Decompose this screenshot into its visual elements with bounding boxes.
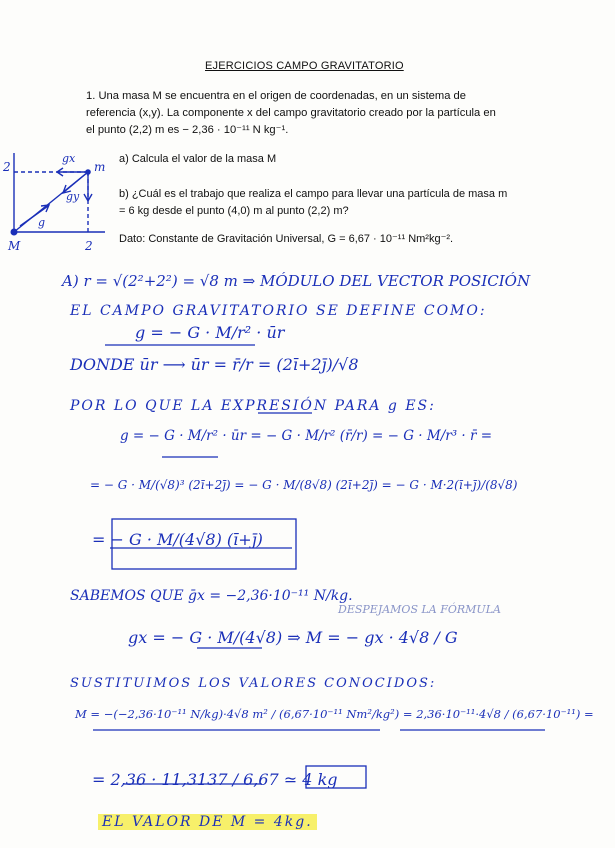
- hw-line-9: SABEMOS QUE ḡx = −2,36·10⁻¹¹ N/kg.: [70, 588, 353, 604]
- g-vector: [64, 172, 88, 192]
- label-x2: 2: [85, 239, 93, 253]
- hw-line-1: A) r = √(2²+2²) = √8 m ⇒ MÓDULO DEL VECTOR POSICIÓN: [62, 272, 531, 290]
- label-g: g: [38, 216, 46, 229]
- label-M: M: [8, 239, 21, 253]
- hw-line-7: = − G · M/(√8)³ (2ī+2j̄) = − G · M/(8√8) (2ī+2j̄) = − G · M·2(ī+j̄)/(8√8): [90, 478, 518, 492]
- label-y2: 2: [3, 160, 11, 174]
- problem-statement: 1. Una masa M se encuentra en el origen de coordenadas, en un sistema de referencia (x,y). La componente x del campo gravitatorio creado por la partícula en el punto (2,2) m es − 2,36 · 10⁻¹¹ N kg⁻¹.: [86, 90, 496, 136]
- coordinate-diagram: [14, 153, 105, 232]
- hw-line-13: = 2,36 · 11,3137 / 6,67 ≃ 4 kg: [92, 770, 338, 789]
- hw-line-8: = − G · M/(4√8) (ī+j̄): [92, 530, 263, 549]
- final-answer: EL VALOR DE M = 4kg.: [98, 814, 317, 830]
- mass-M-dot: [11, 229, 18, 236]
- label-gx: gx: [62, 152, 76, 165]
- data-constant: Dato: Constante de Gravitación Universal, G = 6,67 · 10⁻¹¹ Nm²kg⁻².: [119, 233, 454, 245]
- mass-m-dot: [85, 169, 91, 175]
- hw-line-10: gx = − G · M/(4√8) ⇒ M = − gx · 4√8 / G: [128, 628, 458, 647]
- label-m: m: [94, 160, 106, 174]
- hw-note-despejamos: DESPEJAMOS LA FÓRMULA: [338, 603, 501, 616]
- page-title: EJERCICIOS CAMPO GRAVITATORIO: [205, 60, 404, 72]
- hw-line-5: POR LO QUE LA EXPRESIÓN PARA g ES:: [70, 398, 436, 414]
- hw-line-12: M = −(−2,36·10⁻¹¹ N/kg)·4√8 m² / (6,67·10⁻¹¹ Nm²/kg²) = 2,36·10⁻¹¹·4√8 / (6,67·10⁻¹¹) =: [75, 707, 594, 721]
- question-b: b) ¿Cuál es el trabajo que realiza el campo para llevar una partícula de masa m = 6 kg desde el punto (4,0) m al punto (2,2) m?: [119, 188, 508, 217]
- hw-line-11: SUSTITUIMOS LOS VALORES CONOCIDOS:: [70, 676, 437, 691]
- hw-line-4: DONDE ūr ⟶ ūr = r̄/r = (2ī+2j̄)/√8: [70, 355, 359, 374]
- hw-line-3: g = − G · M/r² · ūr: [135, 323, 285, 342]
- hw-line-6: g = − G · M/r² · ūr = − G · M/r² (r̄/r) = − G · M/r³ · r̄ =: [120, 428, 493, 444]
- question-a: a) Calcula el valor de la masa M: [119, 153, 277, 165]
- label-gy: gy: [66, 190, 80, 203]
- hw-line-2: EL CAMPO GRAVITATORIO SE DEFINE COMO:: [70, 303, 487, 319]
